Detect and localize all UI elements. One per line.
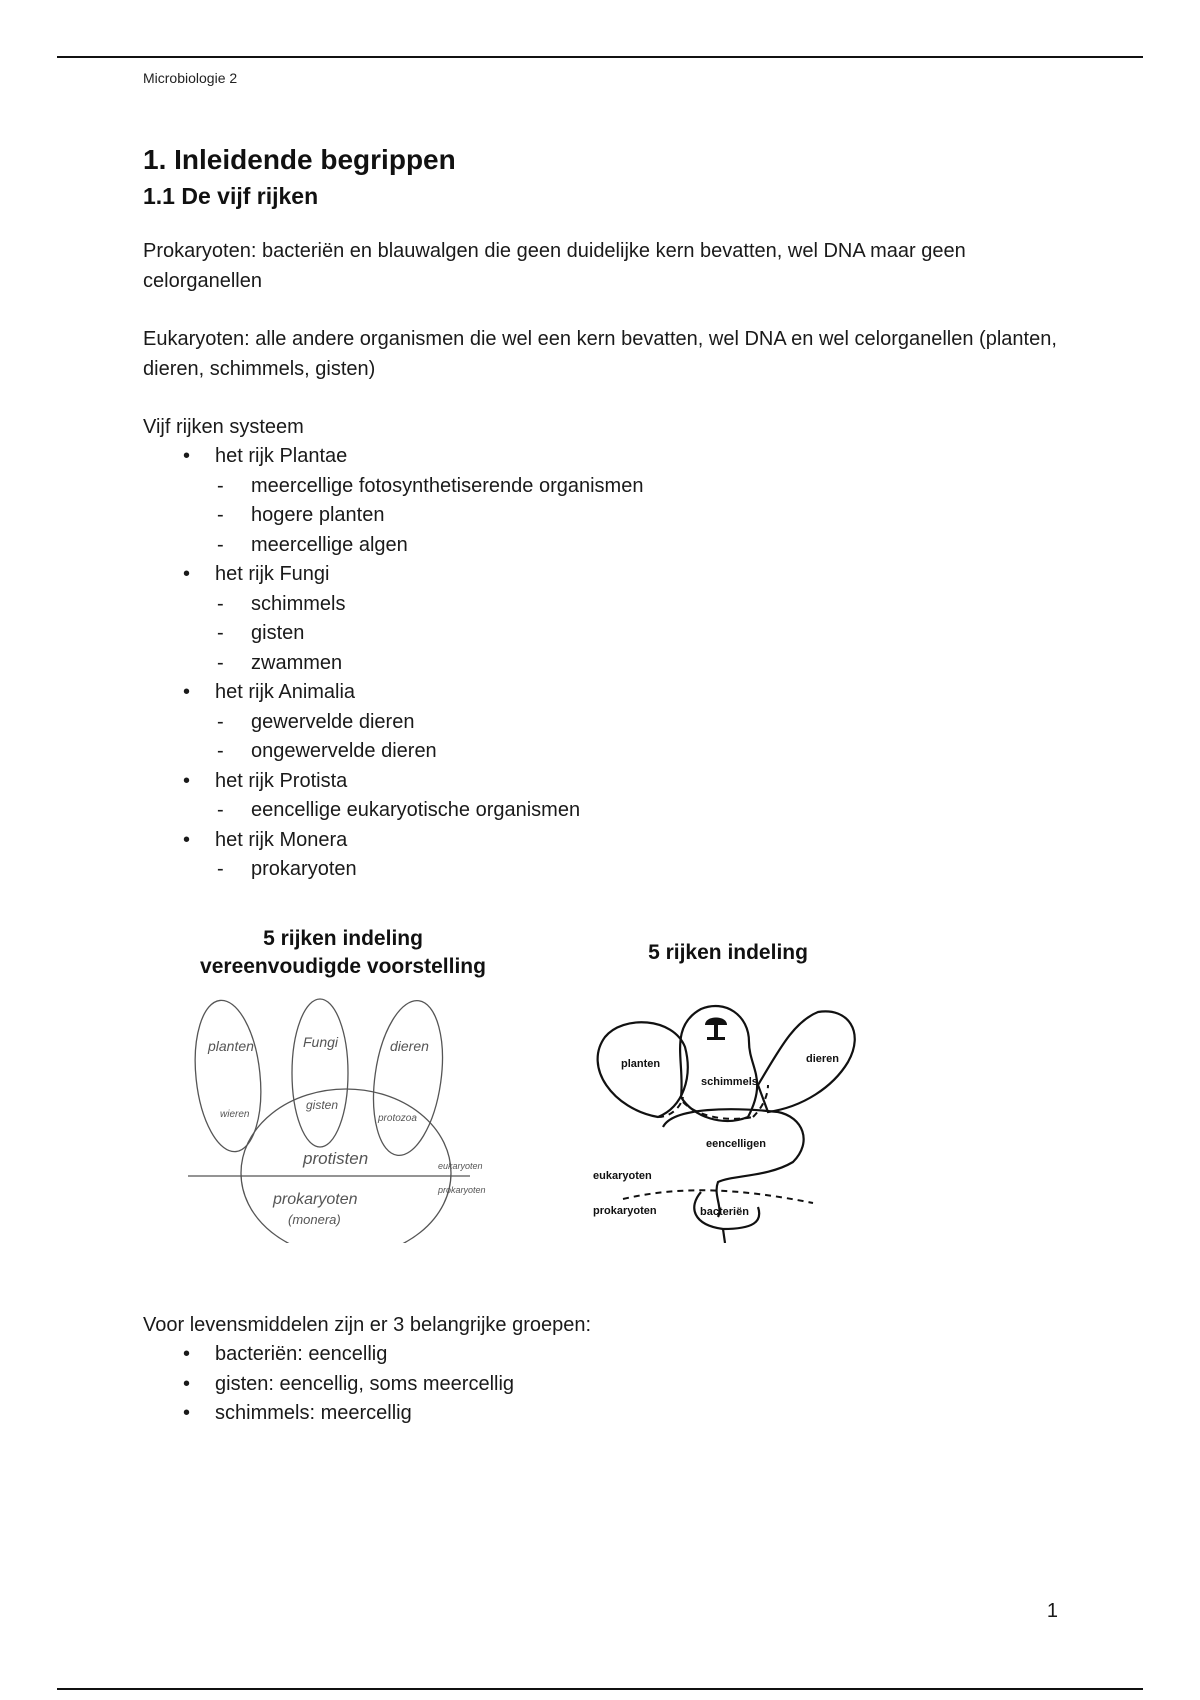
label-monera: (monera) bbox=[288, 1212, 341, 1227]
figure-right-title: 5 rijken indeling bbox=[648, 941, 808, 964]
kingdom-item-plantae bbox=[143, 442, 1073, 560]
label-dieren: dieren bbox=[390, 1038, 429, 1054]
schimmel-icon bbox=[705, 1018, 727, 1041]
label-gisten: gisten bbox=[306, 1098, 339, 1112]
label-protozoa: protozoa bbox=[378, 1113, 417, 1124]
kingdom-label: het rijk Animalia bbox=[215, 681, 356, 703]
dieren-ellipse bbox=[364, 996, 451, 1160]
fungi-ellipse bbox=[292, 999, 348, 1147]
page-number: 1 bbox=[1046, 1600, 1058, 1622]
section-title: 1.1 De vijf rijken bbox=[143, 183, 319, 209]
list-item: - gisten bbox=[143, 619, 1073, 649]
list-item: - hogere planten bbox=[143, 501, 1073, 531]
label-prokaryoten-small: prokaryoten bbox=[438, 1185, 486, 1195]
figures bbox=[143, 925, 893, 1255]
kingdom-item-protista bbox=[143, 767, 1073, 826]
kingdom-sublist bbox=[215, 708, 1073, 767]
chapter-title: 1. Inleidende begrippen bbox=[143, 144, 456, 175]
list-item: - gewervelde dieren bbox=[143, 708, 1073, 738]
list-item: - zwammen bbox=[143, 649, 1073, 679]
food-list bbox=[143, 1340, 1073, 1429]
main-content bbox=[143, 140, 1073, 885]
label-planten: planten bbox=[621, 1058, 661, 1070]
kingdom-sublist bbox=[215, 855, 1073, 885]
system-title: Vijf rijken systeem bbox=[143, 416, 304, 438]
running-header: Microbiologie 2 bbox=[143, 70, 238, 86]
label-dieren: dieren bbox=[806, 1053, 840, 1065]
kingdom-item-monera bbox=[143, 826, 1073, 885]
label-wieren: wieren bbox=[220, 1109, 250, 1120]
list-item: - prokaryoten bbox=[143, 855, 1073, 885]
kingdom-sublist bbox=[215, 472, 1073, 561]
list-item: • bacteriën: eencellig bbox=[143, 1340, 1073, 1370]
label-prokaryoten: prokaryoten bbox=[273, 1191, 358, 1208]
kingdom-label: het rijk Monera bbox=[215, 828, 348, 851]
label-schimmels: schimmels bbox=[701, 1076, 758, 1088]
figure-left-title-line2: vereenvoudigde voorstelling bbox=[200, 955, 486, 978]
list-item: - meercellige algen bbox=[143, 531, 1073, 561]
bacterien-stem bbox=[723, 1229, 725, 1243]
label-eukaryoten: eukaryoten bbox=[438, 1161, 483, 1171]
label-protisten: protisten bbox=[303, 1149, 369, 1168]
paragraph-prokaryoten: Prokaryoten: bacteriën en blauwalgen die geen duidelijke kern bevatten, wel DNA maar geen celorganellen bbox=[143, 240, 966, 292]
label-bacterien: bacteriën bbox=[700, 1206, 749, 1218]
list-item: - eencellige eukaryotische organismen bbox=[143, 796, 1073, 826]
footer-rule bbox=[57, 1688, 1143, 1690]
kingdom-label: het rijk Fungi bbox=[215, 563, 330, 585]
list-item: - schimmels bbox=[143, 590, 1073, 620]
figure-detailed bbox=[563, 925, 893, 1245]
list-item: • schimmels: meercellig bbox=[143, 1399, 1073, 1429]
figure-left-title-line1: 5 rijken indeling bbox=[263, 927, 423, 950]
label-planten: planten bbox=[208, 1038, 254, 1054]
kingdom-list bbox=[143, 442, 1073, 885]
header-rule bbox=[57, 56, 1143, 58]
list-item: • gisten: eencellig, soms meercellig bbox=[143, 1370, 1073, 1400]
list-item: - ongewervelde dieren bbox=[143, 737, 1073, 767]
food-section bbox=[143, 1310, 1073, 1429]
kingdom-label: het rijk Plantae bbox=[215, 445, 348, 467]
kingdom-item-animalia bbox=[143, 678, 1073, 767]
planten-ellipse bbox=[188, 997, 268, 1155]
kingdom-label: het rijk Protista bbox=[215, 769, 348, 792]
simplified-diagram bbox=[158, 981, 528, 1243]
kingdom-sublist bbox=[215, 590, 1073, 679]
label-prokaryoten: prokaryoten bbox=[593, 1205, 657, 1217]
food-title: Voor levensmiddelen zijn er 3 belangrijke groepen: bbox=[143, 1314, 592, 1336]
label-eukaryoten: eukaryoten bbox=[593, 1170, 652, 1182]
detailed-diagram bbox=[563, 967, 893, 1243]
kingdom-item-fungi bbox=[143, 560, 1073, 678]
kingdom-sublist bbox=[215, 796, 1073, 826]
eencelligen-body bbox=[663, 1109, 804, 1217]
label-eencelligen: eencelligen bbox=[706, 1138, 766, 1150]
figure-simplified bbox=[158, 925, 528, 1245]
list-item: - meercellige fotosynthetiserende organismen bbox=[143, 472, 1073, 502]
label-fungi: Fungi bbox=[303, 1034, 339, 1050]
paragraph-eukaryoten: Eukaryoten: alle andere organismen die wel een kern bevatten, wel DNA en wel celorganellen (planten, dieren, schimmels, gisten) bbox=[143, 328, 1057, 380]
